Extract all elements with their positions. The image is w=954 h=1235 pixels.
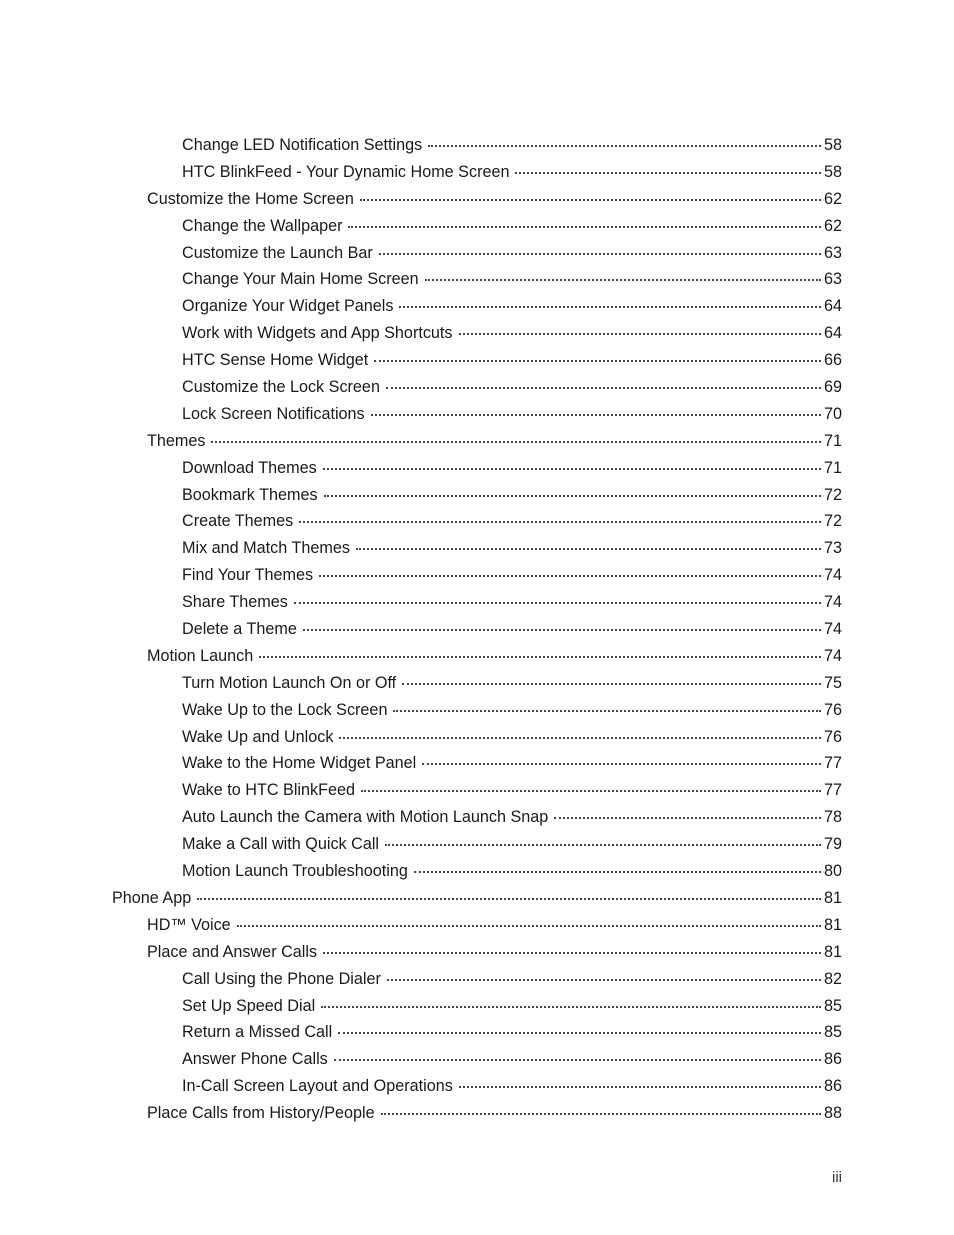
dot-leader xyxy=(399,306,821,308)
toc-entry-page-number: 79 xyxy=(823,835,842,854)
toc-entry-link[interactable] xyxy=(182,294,842,318)
toc-entry xyxy=(0,696,954,723)
toc-entry-title: Place and Answer Calls xyxy=(147,942,318,961)
toc-entry xyxy=(0,723,954,750)
toc-entry xyxy=(0,642,954,669)
dot-leader xyxy=(211,441,821,443)
toc-entry-title: Share Themes xyxy=(182,593,288,612)
toc-entry-link[interactable] xyxy=(147,429,842,453)
dot-leader xyxy=(324,495,821,497)
toc-entry-link[interactable] xyxy=(182,1020,842,1044)
toc-entry-page-number: 71 xyxy=(823,431,842,450)
toc-entry-link[interactable] xyxy=(182,563,842,587)
toc-entry-link[interactable] xyxy=(182,967,842,991)
toc-entry-link[interactable] xyxy=(182,590,842,614)
dot-leader xyxy=(402,683,821,685)
dot-leader xyxy=(515,172,821,174)
toc-entry-title: Make a Call with Quick Call xyxy=(182,835,380,854)
toc-entry xyxy=(0,588,954,615)
toc-entry-link[interactable] xyxy=(182,133,842,157)
toc-entry xyxy=(0,830,954,857)
toc-entry-page-number: 58 xyxy=(823,136,842,154)
toc-entry-page-number: 74 xyxy=(823,593,842,612)
dot-leader xyxy=(356,548,821,550)
dot-leader xyxy=(371,414,821,416)
toc-entry xyxy=(0,965,954,992)
toc-entry-page-number: 71 xyxy=(823,458,842,477)
dot-leader xyxy=(237,925,821,927)
dot-leader xyxy=(374,360,821,362)
toc-entry xyxy=(0,911,954,938)
toc-entry-page-number: 77 xyxy=(823,754,842,773)
toc-entry xyxy=(0,507,954,534)
toc-entry xyxy=(0,938,954,965)
toc-entry-link[interactable] xyxy=(112,886,842,910)
dot-leader xyxy=(299,521,821,523)
toc-entry-page-number: 86 xyxy=(823,1077,842,1096)
toc-entry-link[interactable] xyxy=(147,644,842,668)
toc-entry-title: Bookmark Themes xyxy=(182,485,318,504)
dot-leader xyxy=(197,898,821,900)
toc-entry-link[interactable] xyxy=(182,859,842,883)
toc-entry-link[interactable] xyxy=(182,536,842,560)
dot-leader xyxy=(387,979,821,981)
toc-entry-link[interactable] xyxy=(182,160,842,184)
toc-entry-page-number: 75 xyxy=(823,673,842,692)
toc-entry xyxy=(0,857,954,884)
toc-entry-title: Mix and Match Themes xyxy=(182,539,350,558)
toc-entry-title: Customize the Launch Bar xyxy=(182,243,373,262)
toc-entry-link[interactable] xyxy=(147,1101,842,1125)
toc-entry-link[interactable] xyxy=(182,509,842,533)
toc-entry-link[interactable] xyxy=(182,832,842,856)
toc-entry xyxy=(0,561,954,588)
toc-entry xyxy=(0,615,954,642)
toc-entry xyxy=(0,534,954,561)
dot-leader xyxy=(360,199,821,201)
toc-entry-title: HD™ Voice xyxy=(147,915,231,934)
toc-entry-title: Set Up Speed Dial xyxy=(182,996,316,1015)
toc-entry-page-number: 80 xyxy=(823,862,842,881)
toc-entry-page-number: 58 xyxy=(823,162,842,181)
toc-entry xyxy=(0,212,954,239)
toc-entry-link[interactable] xyxy=(182,321,842,345)
toc-entry-title: Customize the Home Screen xyxy=(147,189,354,208)
toc-entry-title: HTC BlinkFeed - Your Dynamic Home Screen xyxy=(182,162,510,181)
toc-entry-title: Place Calls from History/People xyxy=(147,1104,375,1123)
toc-entry-page-number: 81 xyxy=(823,888,842,907)
toc-entry-page-number: 73 xyxy=(823,539,842,558)
toc-entry xyxy=(0,481,954,508)
dot-leader xyxy=(459,1086,821,1088)
toc-entry-page-number: 62 xyxy=(823,189,842,208)
toc-entry xyxy=(0,1099,954,1126)
toc-entry-title: Wake Up and Unlock xyxy=(182,727,334,746)
dot-leader xyxy=(422,763,821,765)
toc-entry-page-number: 63 xyxy=(823,243,842,262)
dot-leader xyxy=(338,1032,821,1034)
toc-entry xyxy=(0,400,954,427)
toc-entry xyxy=(0,427,954,454)
toc-entry xyxy=(0,669,954,696)
toc-entry-page-number: 85 xyxy=(823,1023,842,1042)
toc-entry-title: Wake to HTC BlinkFeed xyxy=(182,781,356,800)
toc-entry xyxy=(0,265,954,292)
toc-entry-page-number: 88 xyxy=(823,1104,842,1123)
toc-entry-page-number: 86 xyxy=(823,1050,842,1069)
dot-leader xyxy=(348,226,821,228)
toc-entry-link[interactable] xyxy=(182,994,842,1018)
toc-entry-page-number: 72 xyxy=(823,485,842,504)
toc-entry-page-number: 82 xyxy=(823,969,842,988)
dot-leader xyxy=(303,629,821,631)
toc-entry-title: Themes xyxy=(147,431,206,450)
toc-entry-link[interactable] xyxy=(182,1074,842,1098)
toc-entry xyxy=(0,1018,954,1045)
toc-entry-link[interactable] xyxy=(182,214,842,238)
toc-entry-page-number: 69 xyxy=(823,378,842,397)
toc-entry xyxy=(0,346,954,373)
dot-leader xyxy=(339,737,821,739)
dot-leader xyxy=(425,279,821,281)
toc-entry-link[interactable] xyxy=(182,456,842,480)
dot-leader xyxy=(259,656,821,658)
toc-entry-link[interactable] xyxy=(182,751,842,775)
toc-entry-page-number: 70 xyxy=(823,404,842,423)
toc-entry-page-number: 81 xyxy=(823,915,842,934)
toc-entry xyxy=(0,185,954,212)
toc-entry xyxy=(0,1072,954,1099)
toc-entry-page-number: 64 xyxy=(823,324,842,343)
toc-entry-page-number: 64 xyxy=(823,297,842,316)
toc-entry xyxy=(0,749,954,776)
toc-entry-link[interactable] xyxy=(182,671,842,695)
dot-leader xyxy=(334,1059,821,1061)
toc-entry-title: Motion Launch Troubleshooting xyxy=(182,862,408,881)
toc-entry xyxy=(0,454,954,481)
toc-entry-link[interactable] xyxy=(182,805,842,829)
toc-entry-link[interactable] xyxy=(182,375,842,399)
toc-entry-link[interactable] xyxy=(182,241,842,265)
toc-entry-page-number: 72 xyxy=(823,512,842,531)
toc-entry-page-number: 74 xyxy=(823,620,842,639)
dot-leader xyxy=(379,253,821,255)
toc-entry-title: Work with Widgets and App Shortcuts xyxy=(182,324,453,343)
toc-entry-link[interactable] xyxy=(182,1047,842,1071)
toc-entry xyxy=(0,803,954,830)
toc-entry-title: Create Themes xyxy=(182,512,294,531)
toc-entry-link[interactable] xyxy=(147,913,842,937)
dot-leader xyxy=(414,871,821,873)
toc-entry-page-number: 74 xyxy=(823,566,842,585)
toc-entry-page-number: 85 xyxy=(823,996,842,1015)
dot-leader xyxy=(361,790,821,792)
toc-entry xyxy=(0,884,954,911)
toc-entry-title: HTC Sense Home Widget xyxy=(182,351,369,370)
dot-leader xyxy=(386,387,821,389)
toc-entry-page-number: 66 xyxy=(823,351,842,370)
table-of-contents xyxy=(0,131,954,1126)
toc-entry xyxy=(0,373,954,400)
toc-entry-title: Wake to the Home Widget Panel xyxy=(182,754,417,773)
toc-entry-title: Customize the Lock Screen xyxy=(182,378,380,397)
toc-entry-title: Download Themes xyxy=(182,458,317,477)
toc-entry-title: Find Your Themes xyxy=(182,566,314,585)
toc-entry xyxy=(0,158,954,185)
dot-leader xyxy=(321,1006,821,1008)
dot-leader xyxy=(459,333,821,335)
toc-entry-page-number: 76 xyxy=(823,700,842,719)
toc-entry-title: Phone App xyxy=(112,888,192,907)
dot-leader xyxy=(323,952,821,954)
toc-entry-title: Motion Launch xyxy=(147,646,254,665)
toc-entry-title: Wake Up to the Lock Screen xyxy=(182,700,388,719)
toc-entry xyxy=(0,131,954,158)
dot-leader xyxy=(554,817,821,819)
toc-entry-link[interactable] xyxy=(182,698,842,722)
dot-leader xyxy=(381,1113,821,1115)
dot-leader xyxy=(319,575,821,577)
toc-entry-link[interactable] xyxy=(147,940,842,964)
toc-entry xyxy=(0,776,954,803)
toc-entry-page-number: 62 xyxy=(823,216,842,235)
toc-entry-title: Return a Missed Call xyxy=(182,1023,333,1042)
toc-entry-link[interactable] xyxy=(182,725,842,749)
toc-entry xyxy=(0,1045,954,1072)
toc-entry xyxy=(0,292,954,319)
toc-entry-title: Organize Your Widget Panels xyxy=(182,297,394,316)
toc-entry-link[interactable] xyxy=(182,267,842,291)
toc-entry-page-number: 76 xyxy=(823,727,842,746)
toc-entry-title: Auto Launch the Camera with Motion Launch Snap xyxy=(182,808,549,827)
toc-entry-link[interactable] xyxy=(182,348,842,372)
page-number: iii xyxy=(832,1169,842,1186)
toc-entry-title: Change Your Main Home Screen xyxy=(182,270,419,289)
toc-entry-link[interactable] xyxy=(182,402,842,426)
toc-entry-link[interactable] xyxy=(147,187,842,211)
toc-entry-page-number: 78 xyxy=(823,808,842,827)
toc-entry-title: Turn Motion Launch On or Off xyxy=(182,673,397,692)
toc-entry-title: Lock Screen Notifications xyxy=(182,404,365,423)
toc-entry-title: Change the Wallpaper xyxy=(182,216,343,235)
dot-leader xyxy=(323,468,821,470)
dot-leader xyxy=(428,145,821,147)
dot-leader xyxy=(294,602,821,604)
toc-entry-link[interactable] xyxy=(182,483,842,507)
toc-entry-link[interactable] xyxy=(182,778,842,802)
toc-entry-link[interactable] xyxy=(182,617,842,641)
toc-entry xyxy=(0,319,954,346)
dot-leader xyxy=(393,710,821,712)
toc-entry-page-number: 63 xyxy=(823,270,842,289)
toc-entry-page-number: 77 xyxy=(823,781,842,800)
toc-entry-title: Delete a Theme xyxy=(182,620,297,639)
toc-entry-title: Call Using the Phone Dialer xyxy=(182,969,381,988)
toc-entry-title: Change LED Notification Settings xyxy=(182,136,423,154)
dot-leader xyxy=(385,844,821,846)
toc-entry-title: In-Call Screen Layout and Operations xyxy=(182,1077,453,1096)
toc-entry-page-number: 74 xyxy=(823,646,842,665)
toc-entry xyxy=(0,992,954,1019)
toc-entry-page-number: 81 xyxy=(823,942,842,961)
toc-entry xyxy=(0,239,954,266)
toc-entry-title: Answer Phone Calls xyxy=(182,1050,328,1069)
